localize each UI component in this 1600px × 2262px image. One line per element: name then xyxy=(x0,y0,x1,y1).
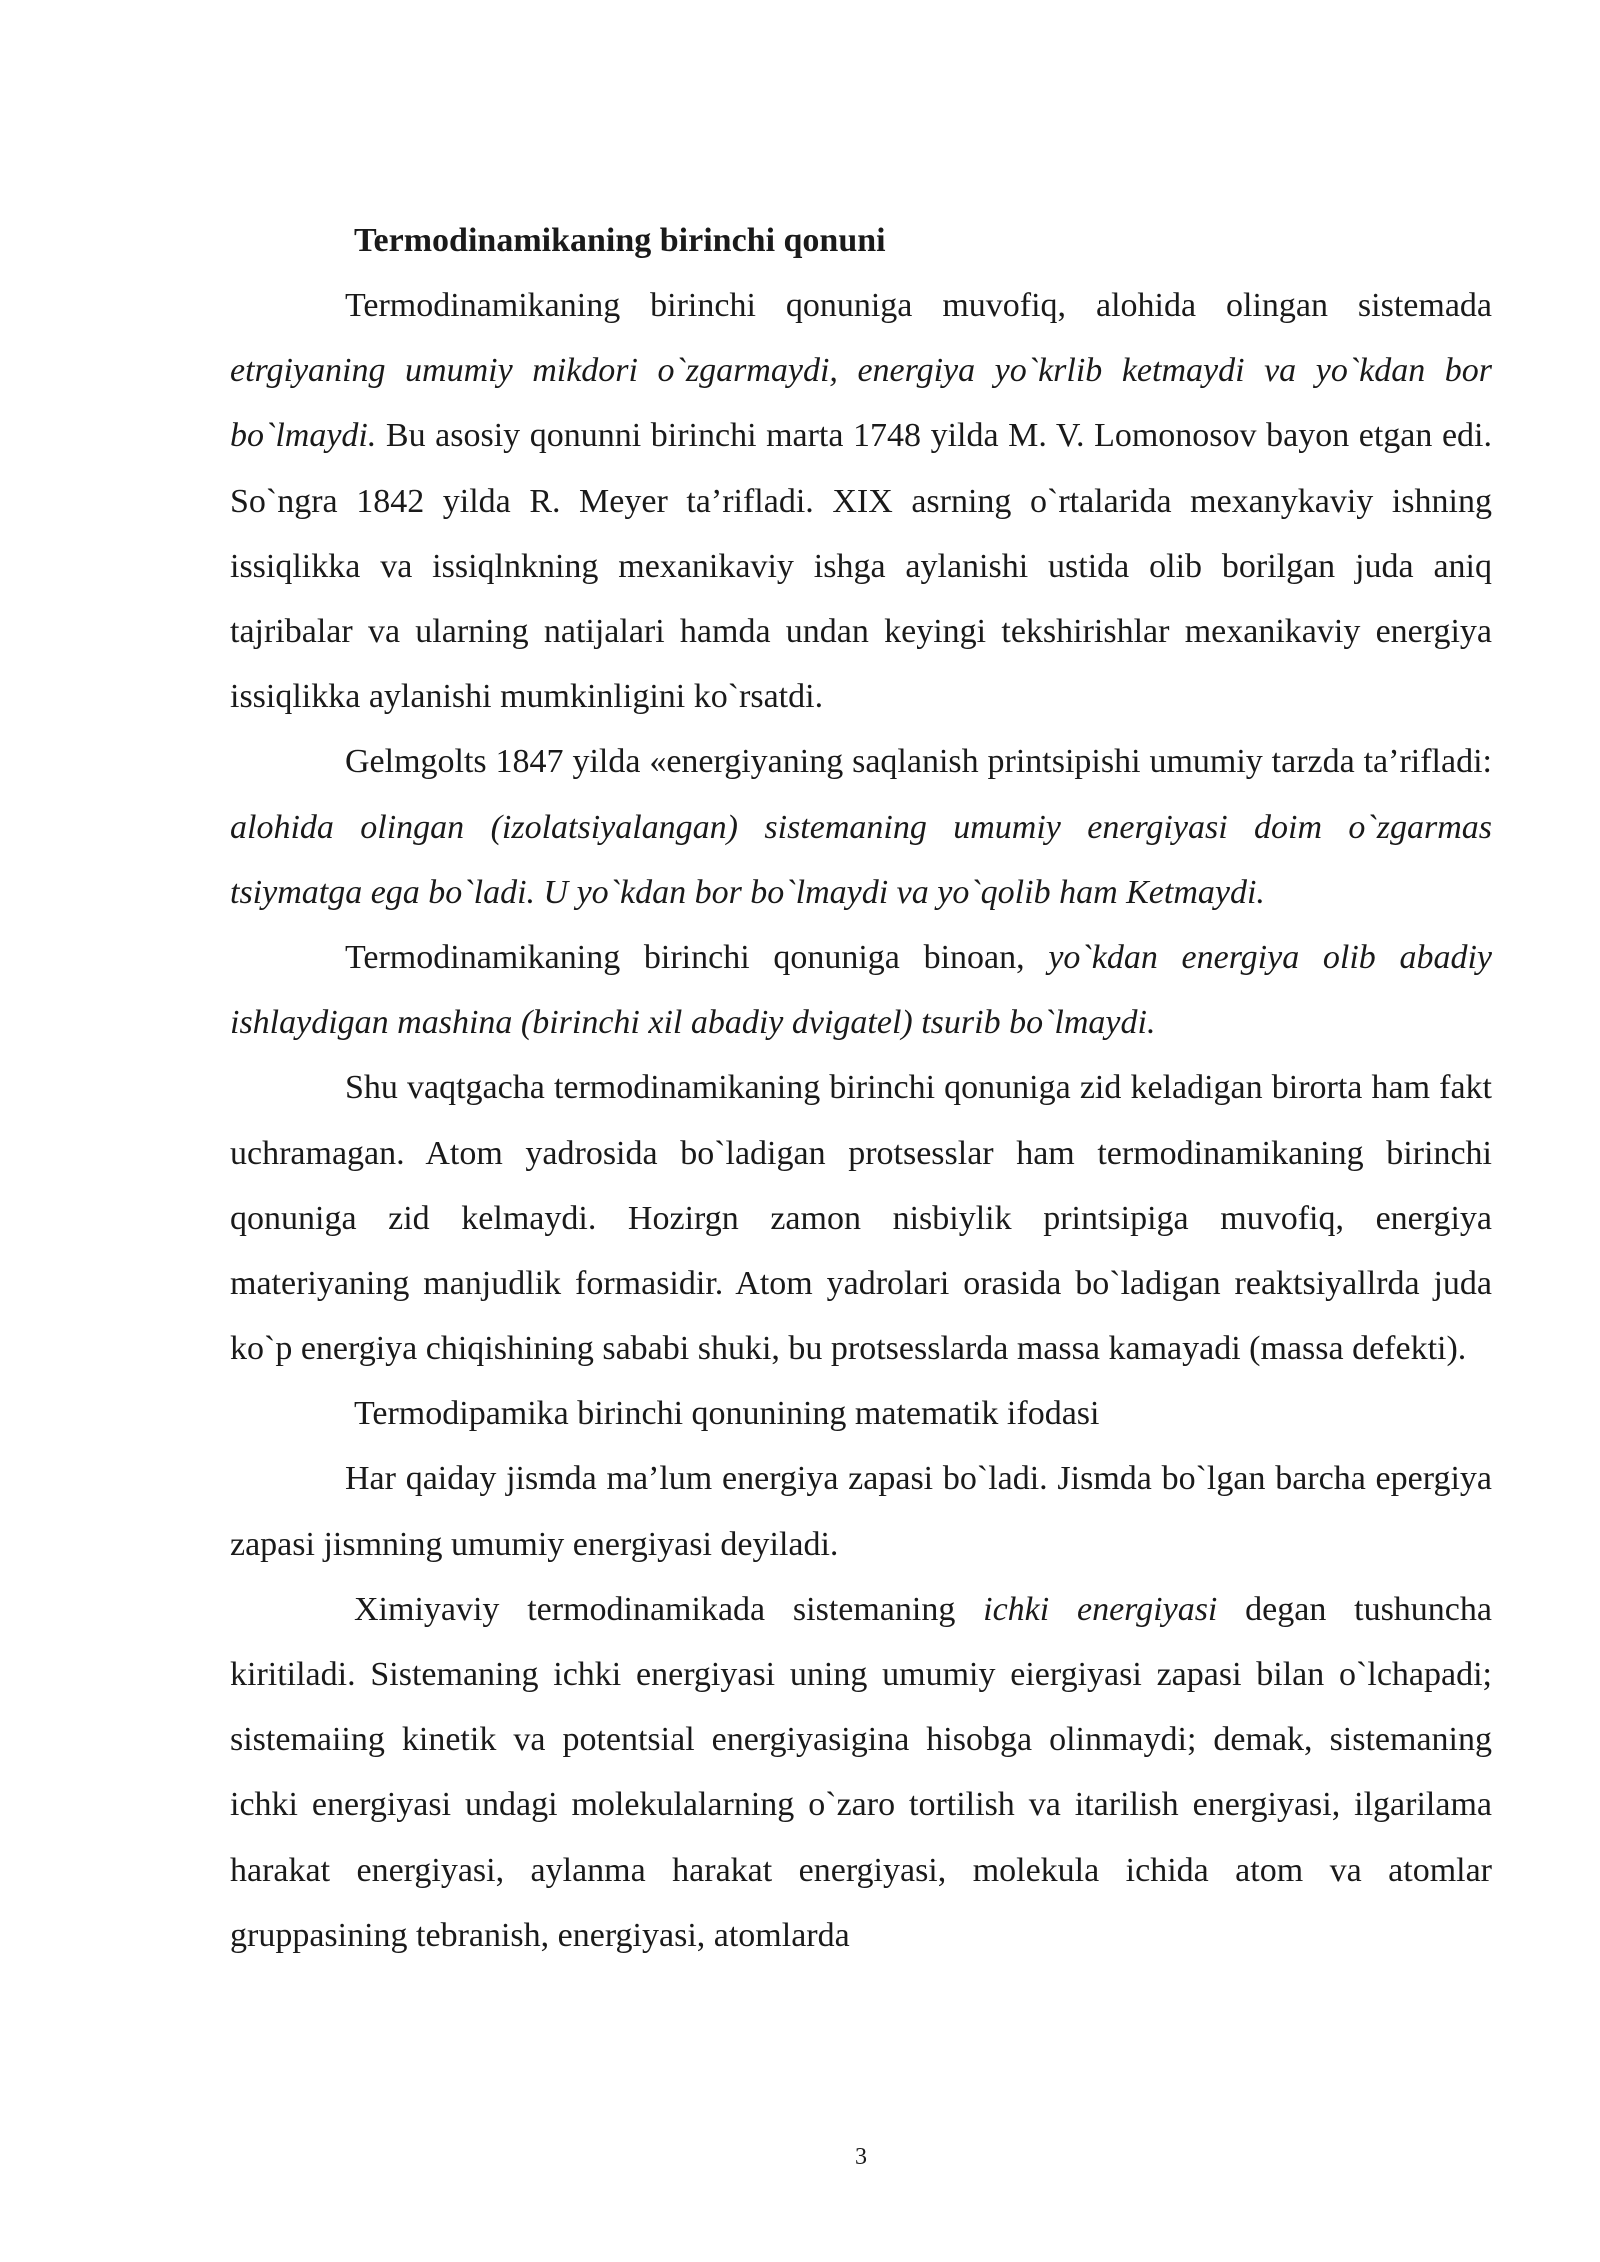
paragraph-perpetual-motion xyxy=(230,925,1492,1055)
paragraph-first-law xyxy=(230,273,1492,729)
page-number: 3 xyxy=(855,2144,867,2170)
text-run: degan tushuncha kiritiladi. Sistemaning ichki energiyasi uning umumiy eiergiyasi zapasi bilan o`lchapadi; sistemaiing kinetik va potentsial energiyasigina hisobga olinmaydi; demak, sistemaning ichki energiyasi undagi molekulalarning o`zaro tortilish va itarilish energiyasi, ilgarilama harakat energiyasi, aylanma harakat energiyasi, molekula ichida atom va atomlar gruppasining tebranish, energiyasi, atomlarda xyxy=(230,1590,1492,1954)
text-run: Gelmgolts 1847 yilda «energiyaning saqlanish printsipishi umumiy tarzda ta’rifladi: xyxy=(345,743,1492,781)
text-run-italic: etrgiyaning umumiy mikdori o`zgarmaydi, energiya yo`krlib ketmaydi va yo`kdan bor bo`lmaydi. xyxy=(230,352,1492,455)
text-run-italic: yo`kdan energiya olib abadiy ishlaydigan mashina (birinchi xil abadiy dvigatel) tsurib bo`lmaydi. xyxy=(230,939,1493,1042)
text-run: Har qaiday jismda ma’lum energiya zapasi bo`ladi. Jismda bo`lgan barcha epergiya zapasi jismning umumiy energiyasi deyiladi. xyxy=(230,1460,1492,1563)
text-run: Shu vaqtgacha termodinamikaning birinchi qonuniga zid keladigan birorta ham fakt uchramagan. Atom yadrosida bo`ladigan protsesslar ham termodinamikaning birinchi qonuniga zid kelmaydi. Hozirgn zamon nisbiylik printsipiga muvofiq, energiya materiyaning manjudlik formasidir. Atom yadrolari orasida bo`ladigan reaktsiyallrda juda ko`p energiya chiqishining sababi shuki, bu protsesslarda massa kamayadi (massa defekti). xyxy=(230,1069,1492,1368)
text-run-italic: alohida olingan (izolatsiyalangan) sistemaning umumiy energiyasi doim o`zgarmas tsiymatga ega bo`ladi. U yo`kdan bor bo`lmaydi va yo`qolib ham Ketmaydi. xyxy=(230,808,1492,911)
text-run: Bu asosiy qonunni birinchi marta 1748 yilda M. V. Lomonosov bayon etgan edi. So`ngra 1842 yilda R. Meyer ta’rifladi. XIX asrning o`rtalarida mexanykaviy ishning issiqlikka va issiqlnkning mexanikaviy ishga aylanishi ustida olib borilgan juda aniq tajribalar va ularning natijalari hamda undan keyingi tekshirishlar mexanikaviy energiya issiqlikka aylanishi mumkinligini ko`rsatdi. xyxy=(230,417,1492,716)
text-run: Termodinamikaning birinchi qonuniga muvofiq, alohida olingan sistemada xyxy=(345,287,1492,324)
section-subheading: Termodipamika birinchi qonunining matematik ifodasi xyxy=(354,1395,1100,1433)
paragraph-atomic xyxy=(230,1055,1492,1381)
section-heading: Termodinamikaning birinchi qonuni xyxy=(354,222,886,259)
text-run: Termodinamikaning birinchi qonuniga binoan, xyxy=(345,939,1049,977)
paragraph-helmholtz xyxy=(230,729,1492,925)
paragraph-energy-reserve xyxy=(230,1446,1492,1576)
page-content xyxy=(230,208,1492,1968)
text-run: Ximiyaviy termodinamikada sistemaning xyxy=(354,1590,984,1628)
paragraph-internal-energy xyxy=(230,1577,1492,1968)
text-run-italic: ichki energiyasi xyxy=(983,1590,1218,1628)
